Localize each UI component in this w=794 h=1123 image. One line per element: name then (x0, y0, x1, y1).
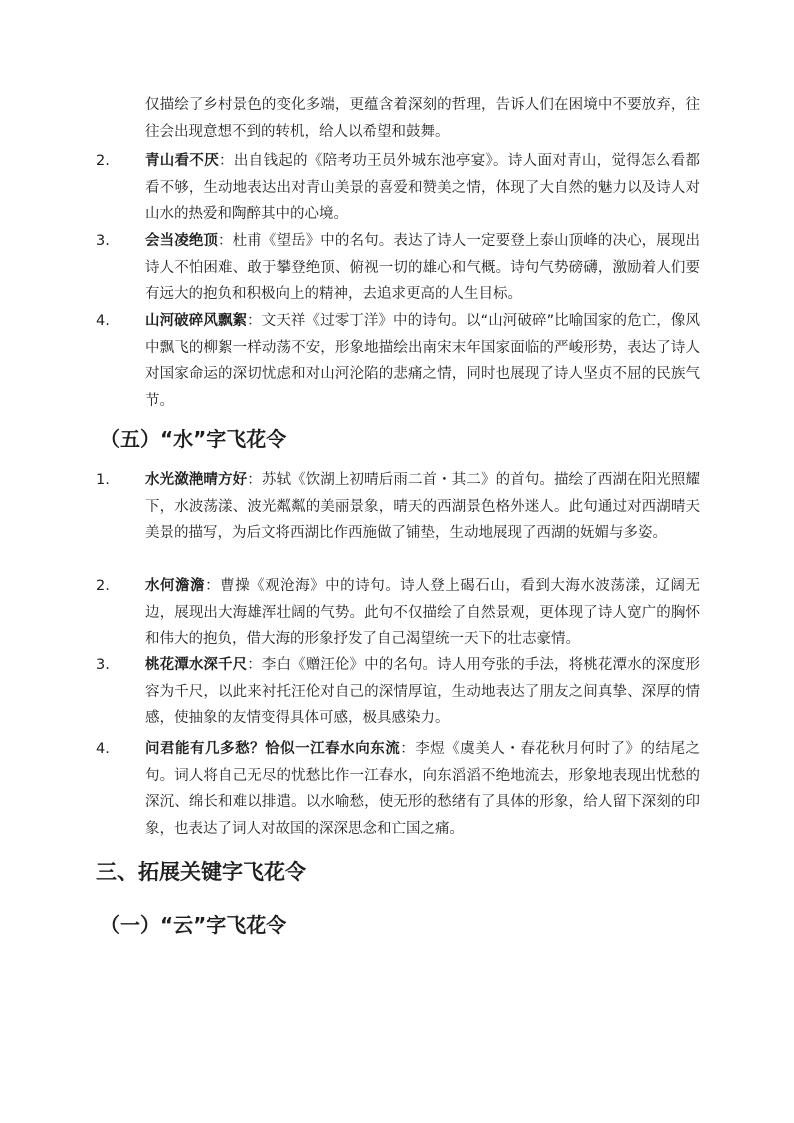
list-number: 1. (96, 472, 110, 488)
list-item (145, 467, 700, 547)
list-item (145, 573, 700, 653)
poem-line-term: 桃花潭水深千尺 (145, 657, 248, 673)
poem-explanation: ：苏轼《饮湖上初晴后雨二首・其二》的首句。描绘了西湖在阳光照耀下，水波荡漾、波光粼粼的美丽景象，晴天的西湖景色格外迷人。此句通过对西湖晴天美景的描写，为后文将西湖比作西施做了铺垫，生动地展现了西湖的妩媚与多姿。 (145, 472, 701, 541)
list-item (145, 148, 700, 228)
poem-explanation: ：文天祥《过零丁洋》中的诗句。以“山河破碎”比喻国家的危亡，像风中飘飞的柳絮一样动荡不安，形象地描绘出南宋末年国家面临的严峻形势，表达了诗人对国家命运的深切忧虑和对山河沦陷的悲痛之情，同时也展现了诗人坚贞不屈的民族气节。 (145, 313, 700, 409)
section-heading-extended: 三、拓展关键字飞花令 (96, 860, 306, 884)
section-heading-shui: （五）“水”字飞花令 (100, 427, 287, 451)
poem-explanation: ：出自钱起的《陪考功王员外城东池亭宴》。诗人面对青山，觉得怎么看都看不够，生动地表达出对青山美景的喜爱和赞美之情，体现了大自然的魅力以及诗人对山水的热爱和陶醉其中的心境。 (145, 153, 701, 222)
poem-line-term: 问君能有几多愁？恰似一江春水向东流 (145, 741, 401, 757)
poem-explanation: ：李煜《虞美人・春花秋月何时了》的结尾之句。词人将自己无尽的忧愁比作一江春水，向东滔滔不绝地流去，形象地表现出忧愁的深沉、绵长和难以排遣。以水喻愁，使无形的愁绪有了具体的形象，给人留下深刻的印象，也表达了词人对故国的深深思念和亡国之痛。 (145, 741, 701, 837)
section-heading-yun: （一）“云”字飞花令 (100, 913, 287, 937)
poem-explanation: ：李白《赠汪伦》中的名句。诗人用夸张的手法，将桃花潭水的深度形容为千尺，以此来衬托汪伦对自己的深情厚谊，生动地表达了朋友之间真挚、深厚的情感，使抽象的友情变得具体可感，极具感染力。 (145, 657, 701, 726)
list-item (145, 652, 700, 732)
poem-line-term: 水光潋滟晴方好 (145, 472, 248, 488)
poem-explanation: ：曹操《观沧海》中的诗句。诗人登上碣石山，看到大海水波荡漾，辽阔无边，展现出大海雄浑壮阔的气势。此句不仅描绘了自然景观，更体现了诗人宽广的胸怀和伟大的抱负，借大海的形象抒发了自己渴望统一天下的壮志豪情。 (145, 578, 701, 647)
continuation-paragraph: 仅描绘了乡村景色的变化多端，更蕴含着深刻的哲理，告诉人们在困境中不要放弃，往往会出现意想不到的转机，给人以希望和鼓舞。 (145, 97, 700, 140)
poem-line-term: 会当凌绝顶 (145, 233, 219, 249)
list-number: 4. (96, 741, 110, 757)
poem-explanation: ：杜甫《望岳》中的名句。表达了诗人一定要登上泰山顶峰的决心，展现出诗人不怕困难、敢于攀登绝顶、俯视一切的雄心和气概。诗句气势磅礴，激励着人们要有远大的抱负和积极向上的精神，去追求更高的人生目标。 (145, 233, 701, 302)
poem-line-term: 山河破碎风飘絮 (145, 313, 248, 329)
list-number: 2. (96, 153, 110, 169)
list-item (145, 228, 700, 308)
list-number: 3. (96, 657, 110, 673)
poem-line-term: 水何澹澹 (145, 578, 206, 594)
list-number: 3. (96, 233, 110, 249)
list-number: 2. (96, 578, 110, 594)
list-item (145, 308, 700, 414)
list-number: 4. (96, 313, 110, 329)
list-item (145, 736, 700, 842)
poem-line-term: 青山看不厌 (145, 153, 220, 169)
